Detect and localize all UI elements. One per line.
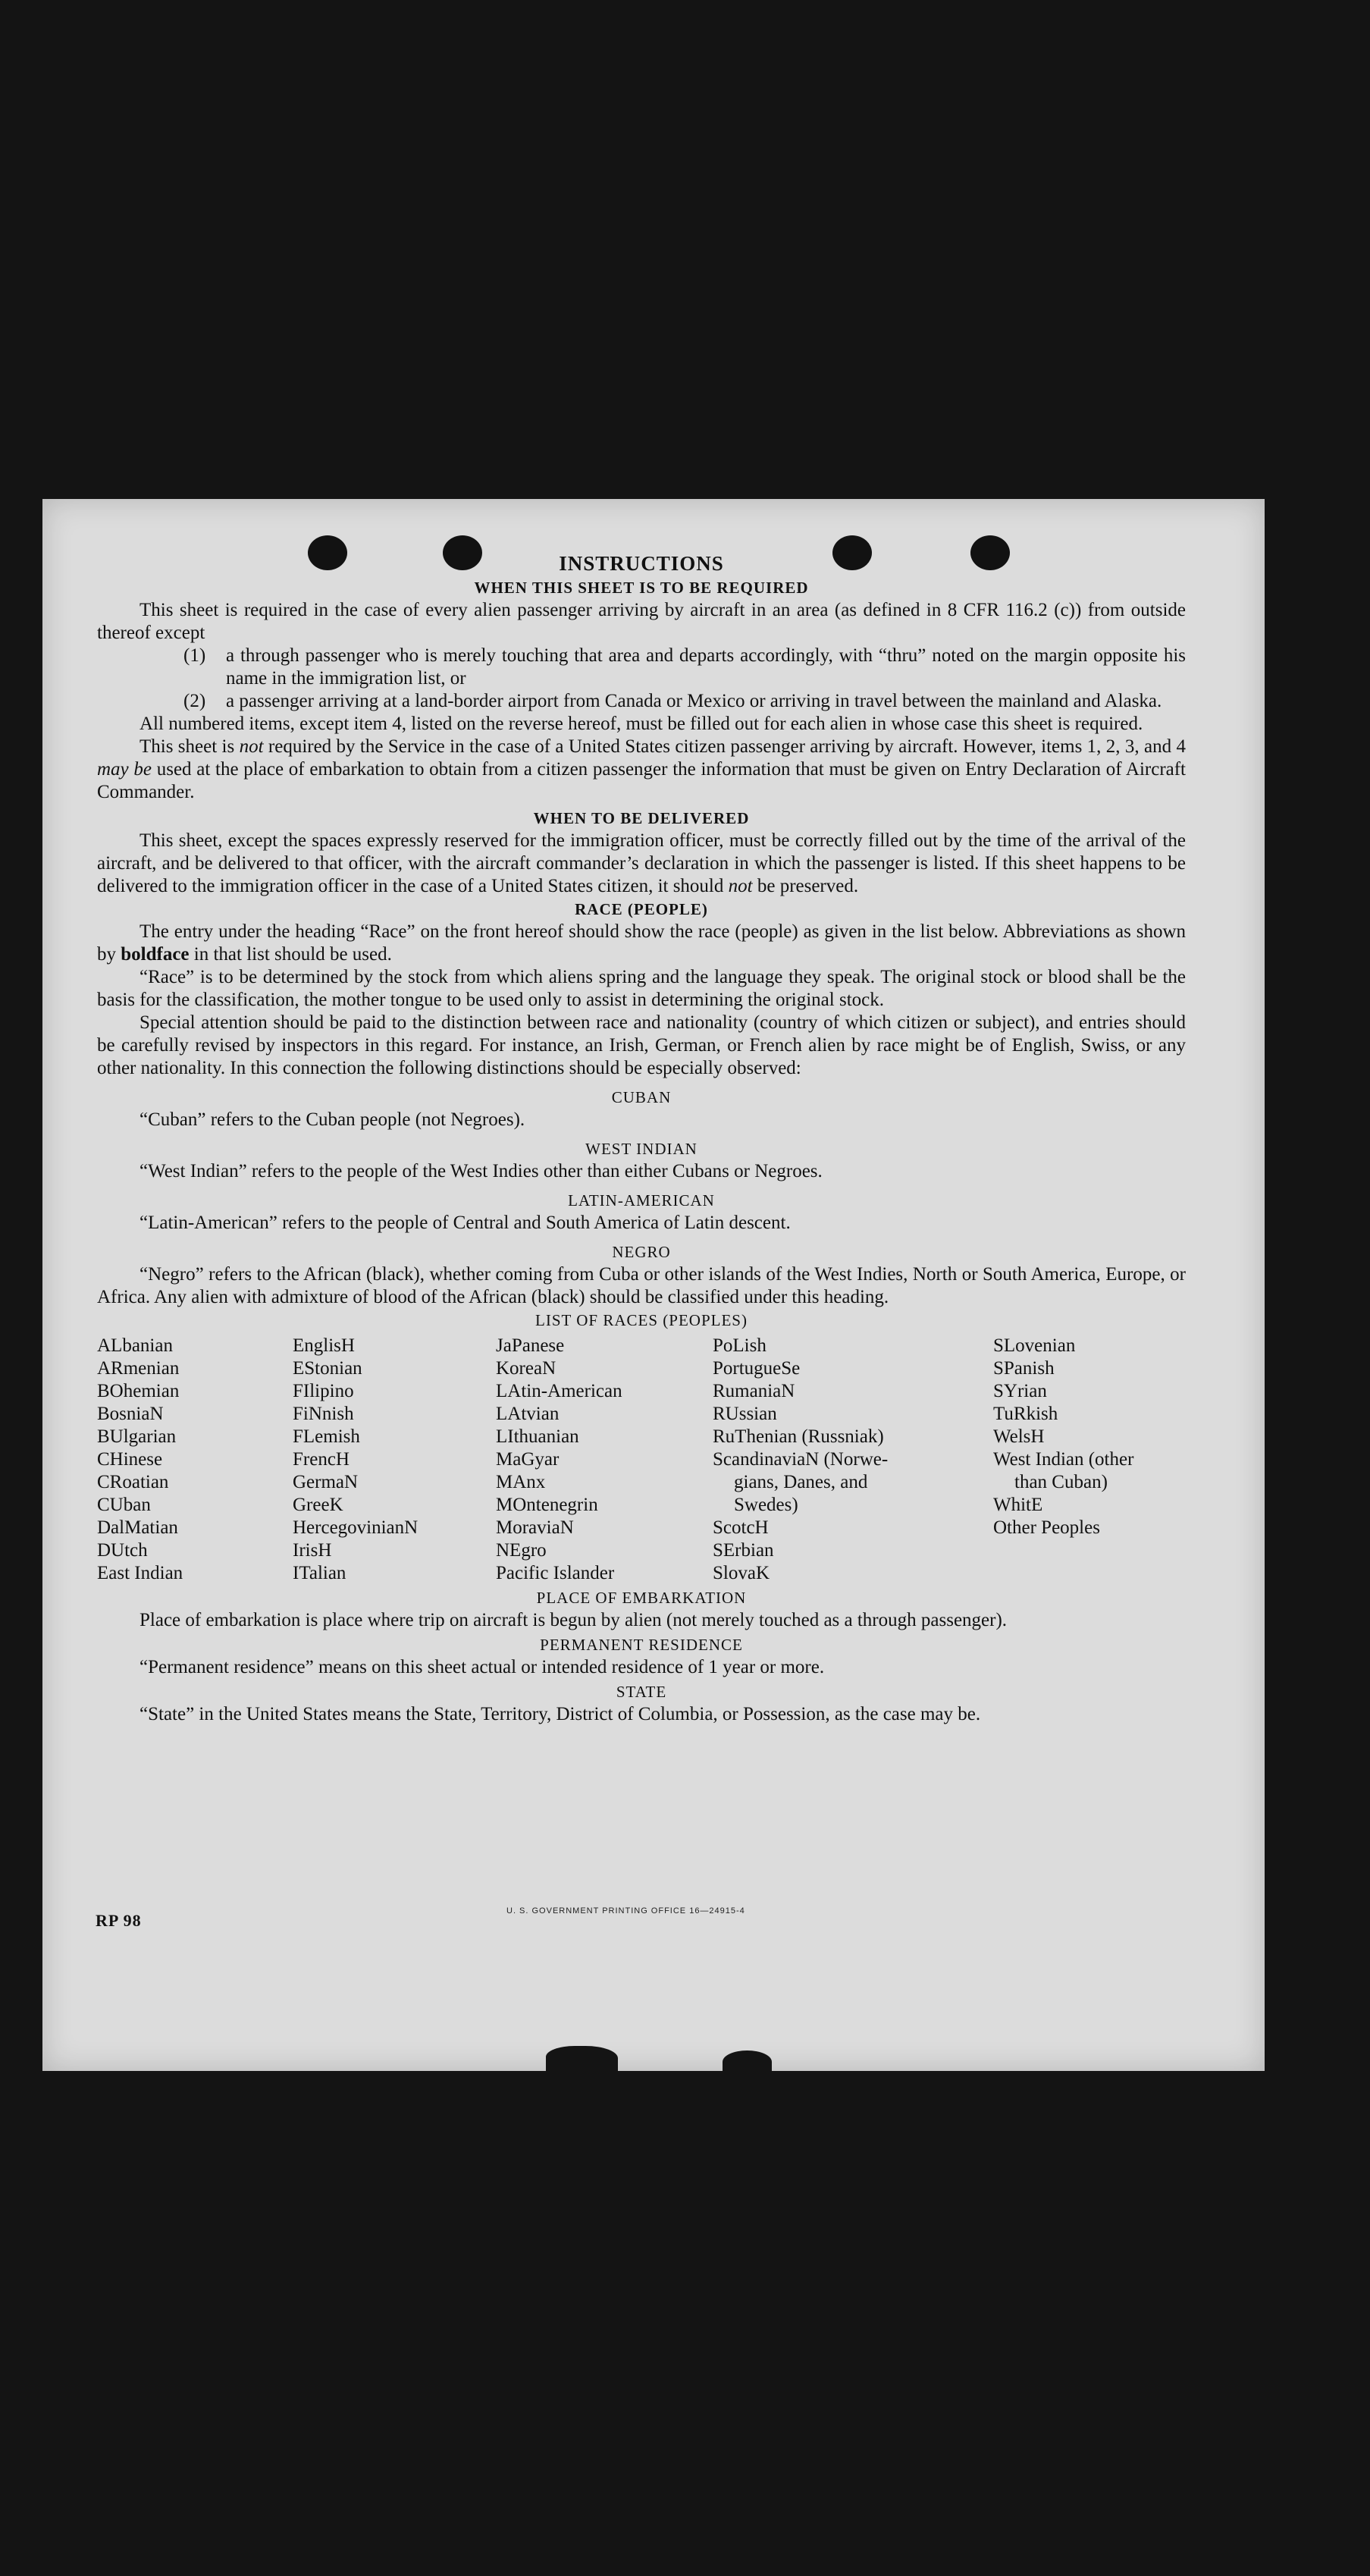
- paragraph: Special attention should be paid to the distinction between race and nationality (country of which citizen or subject), and entries should be carefully revised by inspectors in this regard. For instance, an Irish, German, or French alien by race might be of English, Swiss, or any other nationality. In this connection the following distinctions should be especially observed:: [97, 1012, 1186, 1078]
- race-column: [97, 1335, 293, 1585]
- race-entry: ARmenian: [97, 1358, 180, 1379]
- item-text: a through passenger who is merely touching that area and departs accordingly, with “thru” noted on the margin opposite his name in the immigration list, or: [226, 645, 1186, 689]
- race-entry: BOhemian: [97, 1381, 180, 1401]
- paragraph: “Latin-American” refers to the people of Central and South America of Latin descent.: [140, 1213, 791, 1233]
- paragraph: “State” in the United States means the State, Territory, District of Columbia, or Possession, as the case may be.: [140, 1704, 981, 1724]
- race-entry: Other Peoples: [993, 1517, 1100, 1538]
- printer-imprint: U. S. GOVERNMENT PRINTING OFFICE 16—24915-4: [506, 1906, 745, 1916]
- race-entry: FIlipino: [293, 1381, 354, 1401]
- race-column: [293, 1335, 496, 1585]
- race-entry: IrisH: [293, 1540, 332, 1561]
- races-list: [97, 1335, 1186, 1585]
- race-entry: CUban: [97, 1495, 151, 1515]
- race-entry: RumaniaN: [713, 1381, 795, 1401]
- race-entry: SlovaK: [713, 1563, 770, 1583]
- item-text: a passenger arriving at a land-border airport from Canada or Mexico or arriving in travel between the mainland and Alaska.: [226, 691, 1162, 711]
- paragraph: “Negro” refers to the African (black), whether coming from Cuba or other islands of the West Indies, North or South America, Europe, or Africa. Any alien with admixture of blood of the African (black) should be classified under this heading.: [97, 1264, 1186, 1307]
- race-entry: SLovenian: [993, 1335, 1076, 1356]
- race-entry: LIthuanian: [496, 1426, 579, 1447]
- item-number: (2): [183, 691, 206, 711]
- race-entry: BUlgarian: [97, 1426, 177, 1447]
- race-entry: SYrian: [993, 1381, 1047, 1401]
- paragraph: “Cuban” refers to the Cuban people (not Negroes).: [140, 1109, 525, 1130]
- race-entry: TuRkish: [993, 1404, 1058, 1424]
- list-item: [183, 690, 1186, 713]
- instructions-text: [97, 552, 1186, 1726]
- race-entry: GermaN: [293, 1472, 359, 1492]
- section-heading: WHEN THIS SHEET IS TO BE REQUIRED: [474, 579, 809, 597]
- race-entry: LAtin-American: [496, 1381, 622, 1401]
- page-title: INSTRUCTIONS: [559, 552, 724, 575]
- section-heading: LIST OF RACES (PEOPLES): [535, 1311, 748, 1329]
- list-item: [183, 645, 1186, 690]
- paragraph: “Race” is to be determined by the stock from which aliens spring and the language they speak. The original stock or blood shall be the basis for the classification, the mother tongue to be used only to assist in determining the original stock.: [97, 967, 1186, 1010]
- race-entry: FiNnish: [293, 1404, 354, 1424]
- race-entry: GreeK: [293, 1495, 343, 1515]
- race-entry: ScandinaviaN (Norwe-: [713, 1449, 889, 1470]
- paragraph: Place of embarkation is place where trip on aircraft is begun by alien (not merely touched as a through passenger).: [140, 1610, 1008, 1630]
- section-heading: LATIN-AMERICAN: [568, 1191, 715, 1210]
- race-entry: ScotcH: [713, 1517, 769, 1538]
- race-entry: ALbanian: [97, 1335, 173, 1356]
- race-entry: JaPanese: [496, 1335, 565, 1356]
- race-column: [496, 1335, 713, 1585]
- race-entry: LAtvian: [496, 1404, 560, 1424]
- section-heading: NEGRO: [612, 1243, 671, 1261]
- document-page: [42, 499, 1265, 2071]
- race-entry: NEgro: [496, 1540, 547, 1561]
- race-entry: gians, Danes, and: [734, 1472, 868, 1492]
- race-entry: PoLish: [713, 1335, 767, 1356]
- race-entry: Pacific Islander: [496, 1563, 615, 1583]
- race-entry: BosniaN: [97, 1404, 164, 1424]
- race-entry: SPanish: [993, 1358, 1055, 1379]
- form-code: RP 98: [96, 1911, 142, 1930]
- section-heading: WHEN TO BE DELIVERED: [533, 809, 750, 827]
- paragraph: All numbered items, except item 4, listed on the reverse hereof, must be filled out for each alien in whose case this sheet is required.: [140, 714, 1143, 734]
- race-entry: KoreaN: [496, 1358, 556, 1379]
- race-entry: MOntenegrin: [496, 1495, 598, 1515]
- race-entry: EnglisH: [293, 1335, 355, 1356]
- section-heading: WEST INDIAN: [585, 1140, 698, 1158]
- race-entry: MoraviaN: [496, 1517, 574, 1538]
- race-entry: East Indian: [97, 1563, 183, 1583]
- race-entry: ITalian: [293, 1563, 346, 1583]
- race-column: [993, 1335, 1186, 1585]
- paragraph: The entry under the heading “Race” on the front hereof should show the race (people) as given in the list below. Abbreviations as shown by boldface in that list should be used.: [97, 921, 1186, 965]
- race-entry: WhitE: [993, 1495, 1043, 1515]
- section-heading: PLACE OF EMBARKATION: [536, 1589, 747, 1607]
- race-entry: RuThenian (Russniak): [713, 1426, 884, 1447]
- paragraph: This sheet is required in the case of every alien passenger arriving by aircraft in an area (as defined in 8 CFR 116.2 (c)) from outside thereof except: [97, 600, 1186, 643]
- race-entry: CRoatian: [97, 1472, 169, 1492]
- race-column: [713, 1335, 993, 1585]
- item-number: (1): [183, 645, 206, 666]
- race-entry: SErbian: [713, 1540, 774, 1561]
- race-entry: EStonian: [293, 1358, 362, 1379]
- torn-edge: [723, 2050, 772, 2073]
- race-entry: WelsH: [993, 1426, 1045, 1447]
- race-entry: FrencH: [293, 1449, 350, 1470]
- race-entry: Swedes): [734, 1495, 798, 1515]
- torn-edge: [546, 2046, 618, 2073]
- race-entry: West Indian (other: [993, 1449, 1134, 1470]
- race-entry: than Cuban): [1014, 1472, 1108, 1492]
- paragraph: This sheet, except the spaces expressly reserved for the immigration officer, must be correctly filled out by the time of the arrival of the aircraft, and be delivered to that officer, with the aircraft commander’s declaration in which the passenger is listed. If this sheet happens to be delivered to the immigration officer in the case of a United States citizen, it should not be preserved.: [97, 830, 1186, 896]
- paragraph: “Permanent residence” means on this sheet actual or intended residence of 1 year or more.: [140, 1657, 825, 1677]
- paragraph: This sheet is not required by the Service in the case of a United States citizen passenger arriving by aircraft. However, items 1, 2, 3, and 4 may be used at the place of embarkation to obtain from a citizen passenger the information that must be given on Entry Declaration of Aircraft Commander.: [97, 736, 1187, 802]
- race-entry: CHinese: [97, 1449, 163, 1470]
- race-entry: DUtch: [97, 1540, 148, 1561]
- section-heading: PERMANENT RESIDENCE: [540, 1636, 743, 1654]
- race-entry: PortugueSe: [713, 1358, 801, 1379]
- race-entry: MAnx: [496, 1472, 546, 1492]
- race-entry: RUssian: [713, 1404, 777, 1424]
- section-heading: CUBAN: [611, 1088, 672, 1106]
- paragraph: “West Indian” refers to the people of the West Indies other than either Cubans or Negroes.: [140, 1161, 823, 1181]
- race-entry: HercegovinianN: [293, 1517, 419, 1538]
- race-entry: MaGyar: [496, 1449, 560, 1470]
- race-entry: FLemish: [293, 1426, 360, 1447]
- section-heading: RACE (PEOPLE): [575, 900, 708, 918]
- race-entry: DalMatian: [97, 1517, 178, 1538]
- section-heading: STATE: [616, 1683, 667, 1701]
